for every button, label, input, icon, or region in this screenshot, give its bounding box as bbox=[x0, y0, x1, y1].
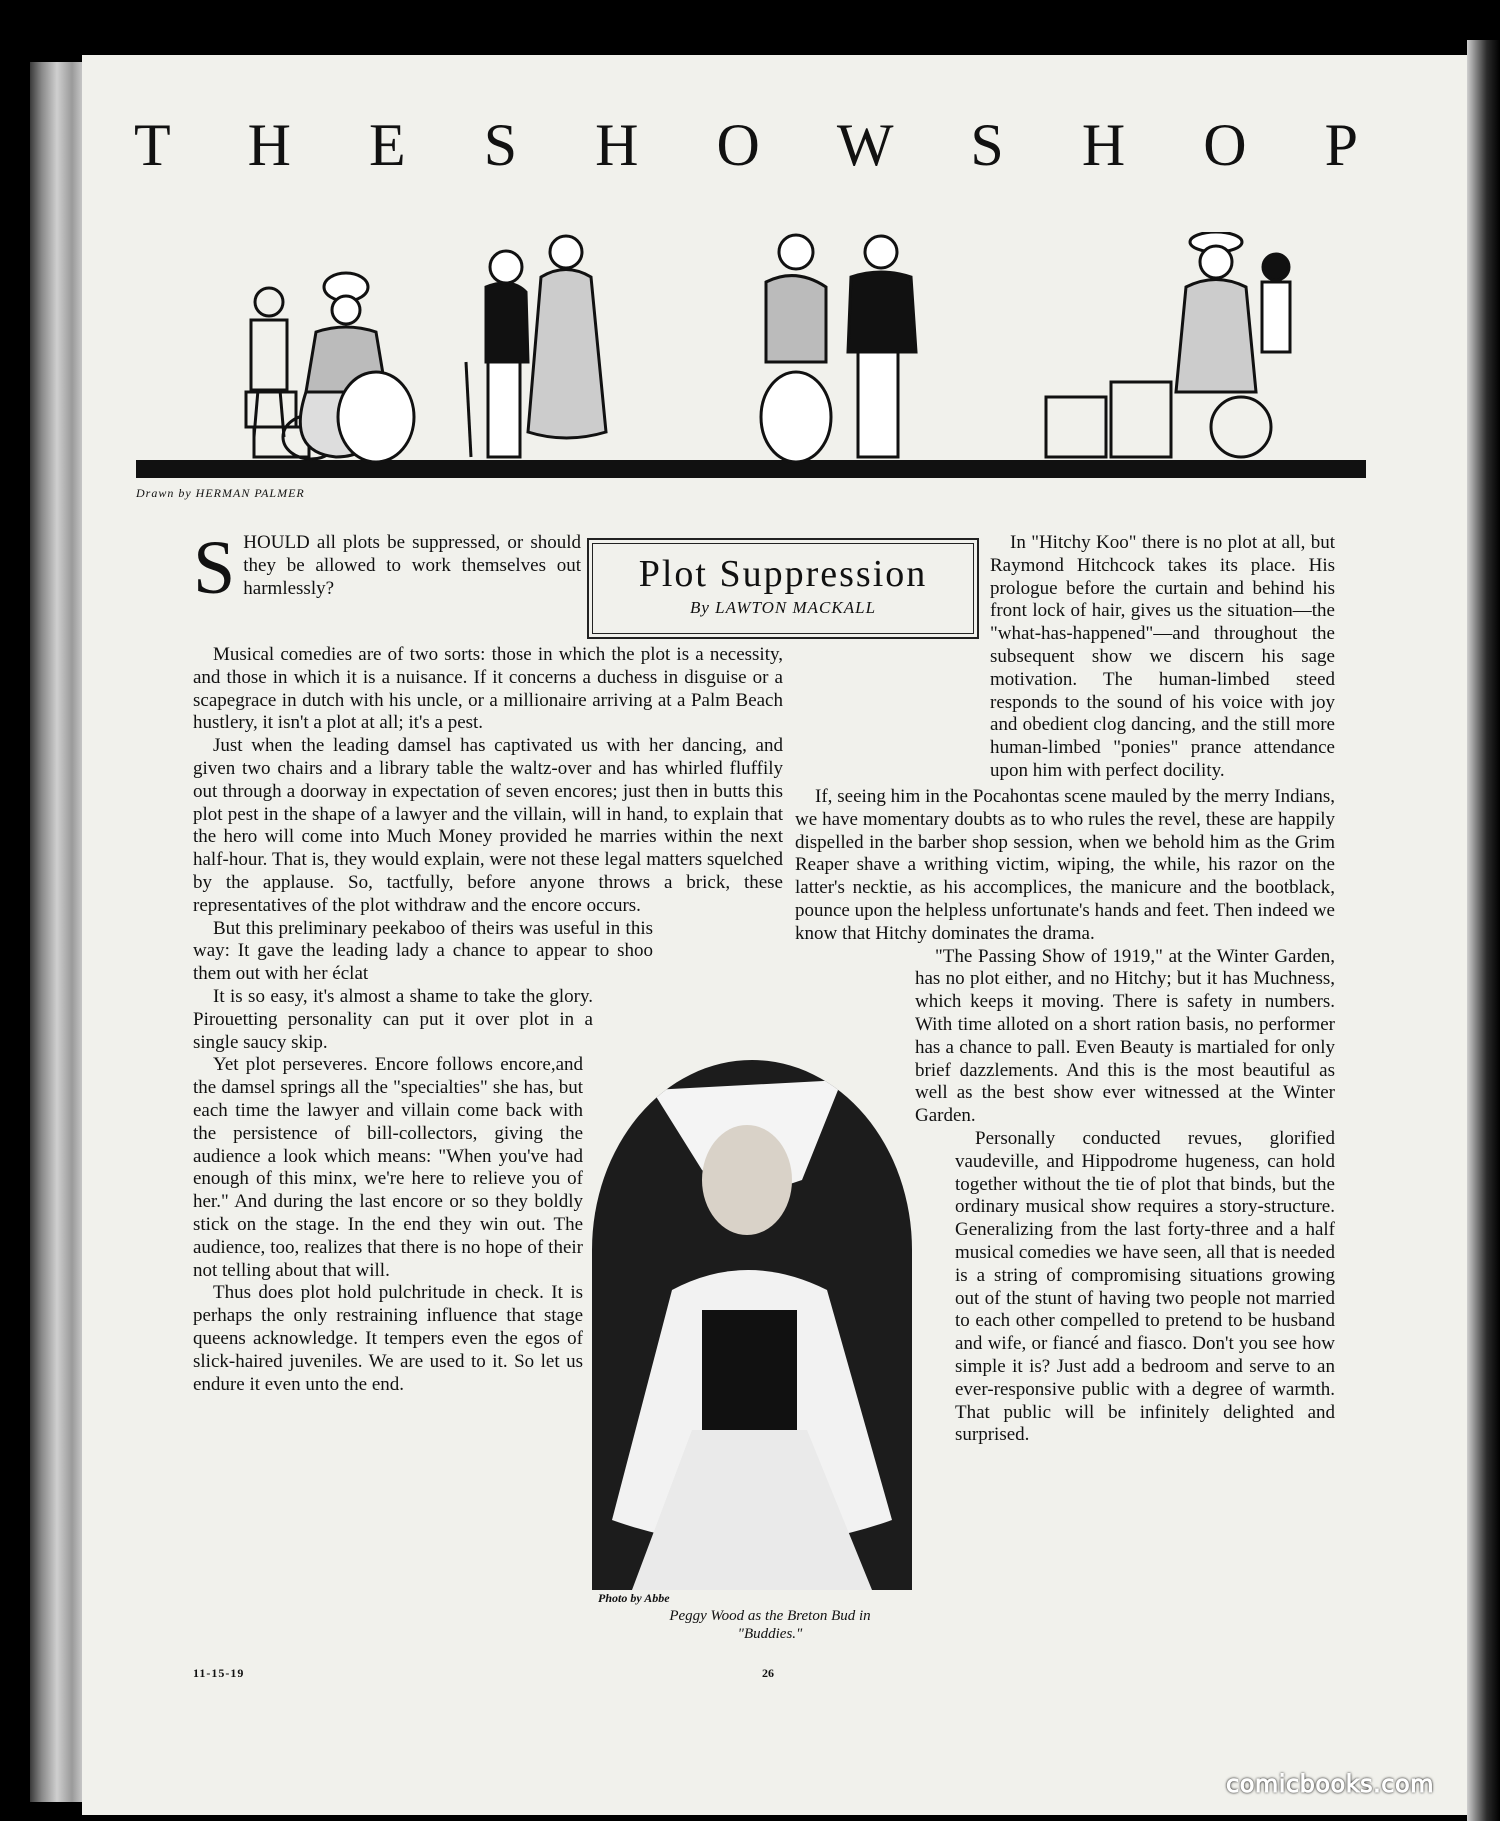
photo-caption-line: "Buddies." bbox=[737, 1626, 803, 1642]
article-paragraph: Thus does plot hold pulchritude in check. It is perhaps the only restraining influence that stage queens acknowledge. It tempers even the egos of slick-haired juveniles. We are used to it. So let us endure it even unto the end. bbox=[193, 1282, 583, 1395]
article-column-right-top bbox=[990, 532, 1335, 783]
drop-cap: S bbox=[193, 526, 236, 610]
article-paragraph: If, seeing him in the Pocahontas scene mauled by the merry Indians, we have momentary doubts as to who rules the revel, these are happily dispelled in the barber shop session, when we behold him as the Grim Reaper shave a writhing victim, wiping, the while, his razor on the latter's necktie, as his accomplices, the manicure and the bootblack, pounce upon the helpless unfortunate's hands and feet. Then indeed we know that Hitchy dominates the drama. bbox=[795, 786, 1335, 944]
masthead-title: T H E S H O W S H O P bbox=[134, 112, 1364, 178]
figure-bellboy bbox=[1262, 254, 1290, 352]
book-spine bbox=[30, 62, 90, 1802]
header-illustration bbox=[136, 232, 1366, 482]
article-paragraph: "The Passing Show of 1919," at the Winter Garden, has no plot either, and no Hitchy; but it has Muchness, which keeps it moving. There is safety in numbers. With time alloted on a short ration basis, no performer has a chance to pall. Even Beauty is martialed for only brief dazzlements. And this is the most beautiful as well as the best show ever witnessed at the Winter Garden. bbox=[915, 945, 1335, 1127]
page-number: 26 bbox=[762, 1666, 774, 1680]
article-paragraph: Yet plot perseveres. Encore follows encore,and the damsel springs all the "specialties" she has, but each time the lawyer and villain come back with the persistence of bill-collectors, giving the audience a look which means: "When you've had enough of this minx, we're here to relieve you of her." And during the last encore or so they boldly stick on the stage. In the end they win out. The audience, too, realizes that there is no hope of their not telling about that will. bbox=[193, 1054, 583, 1281]
photo-credit: Photo by Abbe bbox=[598, 1591, 670, 1605]
illustration-credit: Drawn by HERMAN PALMER bbox=[136, 486, 305, 500]
figure-woman-checked bbox=[528, 236, 606, 438]
photo-peggy-wood bbox=[592, 1050, 912, 1590]
figure-lady-plaid bbox=[300, 273, 414, 462]
article-byline: By LAWTON MACKALL bbox=[689, 598, 877, 617]
issue-date: 11-15-19 bbox=[193, 1666, 245, 1680]
article-paragraph: Just when the leading damsel has captivated us with her dancing, and given two chairs and a library table the waltz-over and has whirled fluffily out through a doorway in expectation of seven encores; just then in butts this plot pest in the shape of a lawyer and the villain, will in hand, to explain that the hero will come into Much Money provided he marries within the next half-hour. That is, they would explain, were not these legal matters squelched by the applause. So, tactfully, before anyone throws a brick, these representatives of the plot withdraw and the encore occurs. bbox=[193, 735, 783, 916]
figure-gentleman-black-coat bbox=[848, 236, 916, 457]
photo-caption bbox=[610, 1607, 930, 1643]
watermark: comicbooks.com bbox=[1226, 1770, 1435, 1798]
article-paragraph: Musical comedies are of two sorts: those in which the plot is a necessity, and those in which it is a nuisance. If it concerns a duchess in disguise or a scapegrace in dutch with his uncle, or a millionaire arriving at a Palm Beach hustlery, it isn't a plot at all; it's a pest. bbox=[193, 644, 783, 734]
article-paragraph: It is so easy, it's almost a shame to take the glory. Pirouetting personality can put it over plot in a single saucy skip. bbox=[193, 985, 593, 1053]
article-paragraph: But this preliminary peekaboo of theirs was useful in this way: It gave the leading lady a chance to appear to shoo them out with her éclat bbox=[193, 917, 653, 985]
article-title: Plot Suppression bbox=[638, 553, 928, 595]
page-edge bbox=[1467, 40, 1500, 1821]
figure-woman-fur bbox=[1176, 232, 1256, 392]
article-paragraph: Personally conducted revues, glorified vaudeville, and Hippodrome hugeness, can hold together without the tie of plot that binds, but the ordinary musical show requires a story-structure. Generalizing from the last forty-three and a half musical comedies we have seen, all that is needed is a string of compromising situations growing out of the stunt of having two people not married to each other compelled to pretend to be husband and wife, or fiancé and fiasco. Don't you see how simple it is? Just add a bedroom and serve to an ever-responsive public with a degree of warmth. That public will be infinitely delighted and surprised. bbox=[955, 1127, 1335, 1446]
article-paragraph: HOULD all plots be suppressed, or should they be allowed to work themselves out harmlessly? bbox=[243, 532, 581, 599]
figure-man-plaid-shawl bbox=[761, 235, 831, 462]
figure-old-man bbox=[466, 251, 528, 457]
article-title-box bbox=[587, 538, 979, 639]
figure-porter bbox=[251, 288, 287, 437]
article-paragraph: In "Hitchy Koo" there is no plot at all, but Raymond Hitchcock takes its place. His prologue before the curtain and behind his front lock of hair, gives us the situation—the "what-has-happened"—and throughout the subsequent show we discern his sage motivation. The human-limbed steed responds to the sound of his voice with joy and obedient clog dancing, and the still more human-limbed "ponies" prance attendance upon him with perfect docility. bbox=[990, 532, 1335, 781]
article-column-left-top bbox=[193, 526, 581, 610]
photo-caption-line: Peggy Wood as the Breton Bud in bbox=[669, 1608, 871, 1624]
